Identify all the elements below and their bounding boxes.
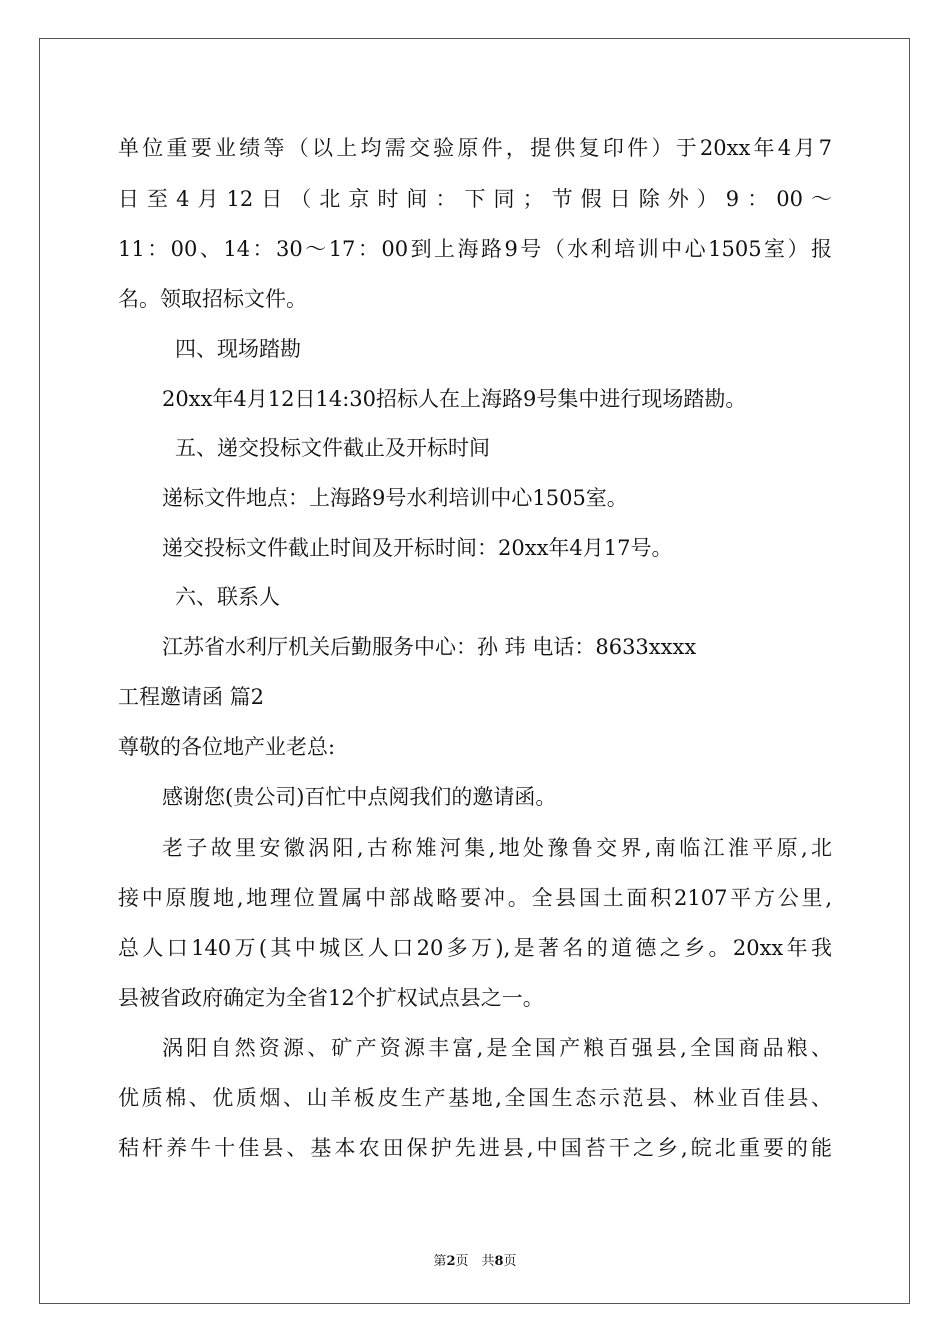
- section-heading-4: 四、现场踏勘: [175, 337, 301, 361]
- body-line: 老子故里安徽涡阳,古称雉河集,地处豫鲁交界,南临江淮平原,北: [162, 836, 832, 860]
- section-heading-5: 五、递交投标文件截止及开标时间: [175, 436, 490, 460]
- body-line: 秸杆养牛十佳县、基本农田保护先进县,中国苔干之乡,皖北重要的能: [118, 1136, 832, 1160]
- salutation: 尊敬的各位地产业老总:: [118, 735, 336, 759]
- body-line: 总人口140万(其中城区人口20多万),是著名的道德之乡。20xx年我: [118, 936, 832, 960]
- body-line: 递标文件地点：上海路9号水利培训中心1505室。: [162, 486, 628, 510]
- body-line: 单位重要业绩等（以上均需交验原件，提供复印件）于20xx年4月7: [118, 136, 832, 160]
- footer-prefix: 第: [433, 1254, 447, 1269]
- body-line: 11：00、14：30～17：00到上海路9号（水利培训中心1505室）报: [118, 237, 832, 261]
- body-line: 感谢您(贵公司)百忙中点阅我们的邀请函。: [162, 785, 557, 809]
- footer-suffix: 页: [503, 1254, 517, 1269]
- page-border: [39, 38, 910, 1304]
- body-line: 名。领取招标文件。: [118, 287, 307, 311]
- contact-line: 江苏省水利厅机关后勤服务中心：孙 玮 电话：8633xxxx: [162, 635, 697, 659]
- body-line: 优质棉、优质烟、山羊板皮生产基地,全国生态示范县、林业百佳县、: [118, 1086, 832, 1110]
- body-line: 递交投标文件截止时间及开标时间：20xx年4月17号。: [162, 536, 673, 560]
- body-line: 县被省政府确定为全省12个扩权试点县之一。: [118, 986, 544, 1010]
- body-line: 涡阳自然资源、矿产资源丰富,是全国产粮百强县,全国商品粮、: [162, 1036, 832, 1060]
- section-heading-6: 六、联系人: [175, 585, 280, 609]
- page-footer: [0, 1250, 950, 1269]
- body-line: 日至4月12日（北京时间：下同；节假日除外）9：00～: [118, 187, 832, 211]
- footer-page-total: 8: [494, 1254, 504, 1269]
- footer-mid: 页 共: [455, 1254, 495, 1269]
- footer-page-current: 2: [446, 1254, 456, 1269]
- body-line: 接中原腹地,地理位置属中部战略要冲。全县国土面积2107平方公里,: [118, 886, 832, 910]
- body-line: 20xx年4月12日14:30招标人在上海路9号集中进行现场踏勘。: [162, 387, 747, 411]
- article-title: 工程邀请函 篇2: [118, 685, 265, 709]
